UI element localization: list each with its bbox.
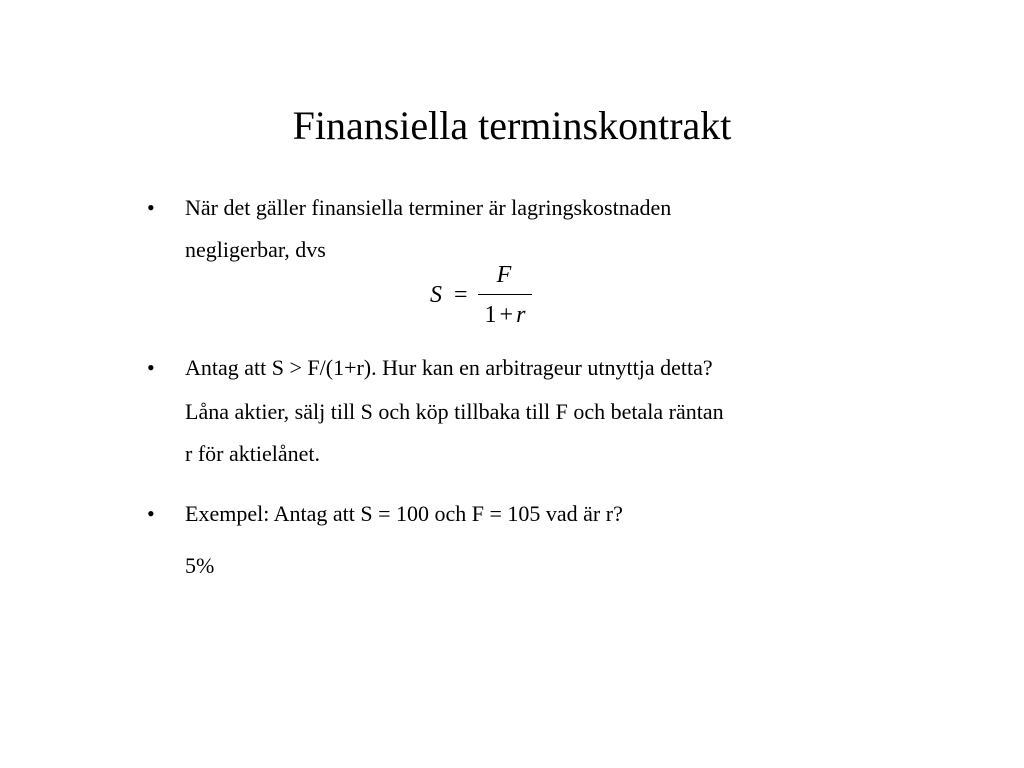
formula-lhs: S <box>430 282 442 308</box>
formula-fraction-bar <box>478 294 532 295</box>
formula-spot-price <box>428 262 538 334</box>
bullet-marker: • <box>147 195 155 220</box>
bullet-marker: • <box>147 501 155 526</box>
bullet-2-line-1: Antag att S > F/(1+r). Hur kan en arbitrageur utnyttja detta? <box>185 355 713 380</box>
bullet-2-line-2: Låna aktier, sälj till S och köp tillbaka till F och betala räntan <box>185 399 724 424</box>
formula-denominator-var: r <box>516 302 526 328</box>
formula-equals: = <box>454 282 468 308</box>
formula-denominator-plus: + <box>499 302 514 328</box>
bullet-marker: • <box>147 355 155 380</box>
bullet-1-line-2: negligerbar, dvs <box>185 237 326 262</box>
bullet-2-line-3: r för aktielånet. <box>185 441 320 466</box>
formula-denominator <box>476 302 534 329</box>
bullet-3-line-1: Exempel: Antag att S = 100 och F = 105 vad är r? <box>185 501 623 526</box>
bullet-1-line-1: När det gäller finansiella terminer är lagringskostnaden <box>185 195 672 220</box>
slide-title: Finansiella terminskontrakt <box>292 103 732 148</box>
formula-numerator: F <box>496 262 512 288</box>
formula-denominator-one: 1 <box>484 302 497 328</box>
bullet-3-answer: 5% <box>185 553 215 578</box>
